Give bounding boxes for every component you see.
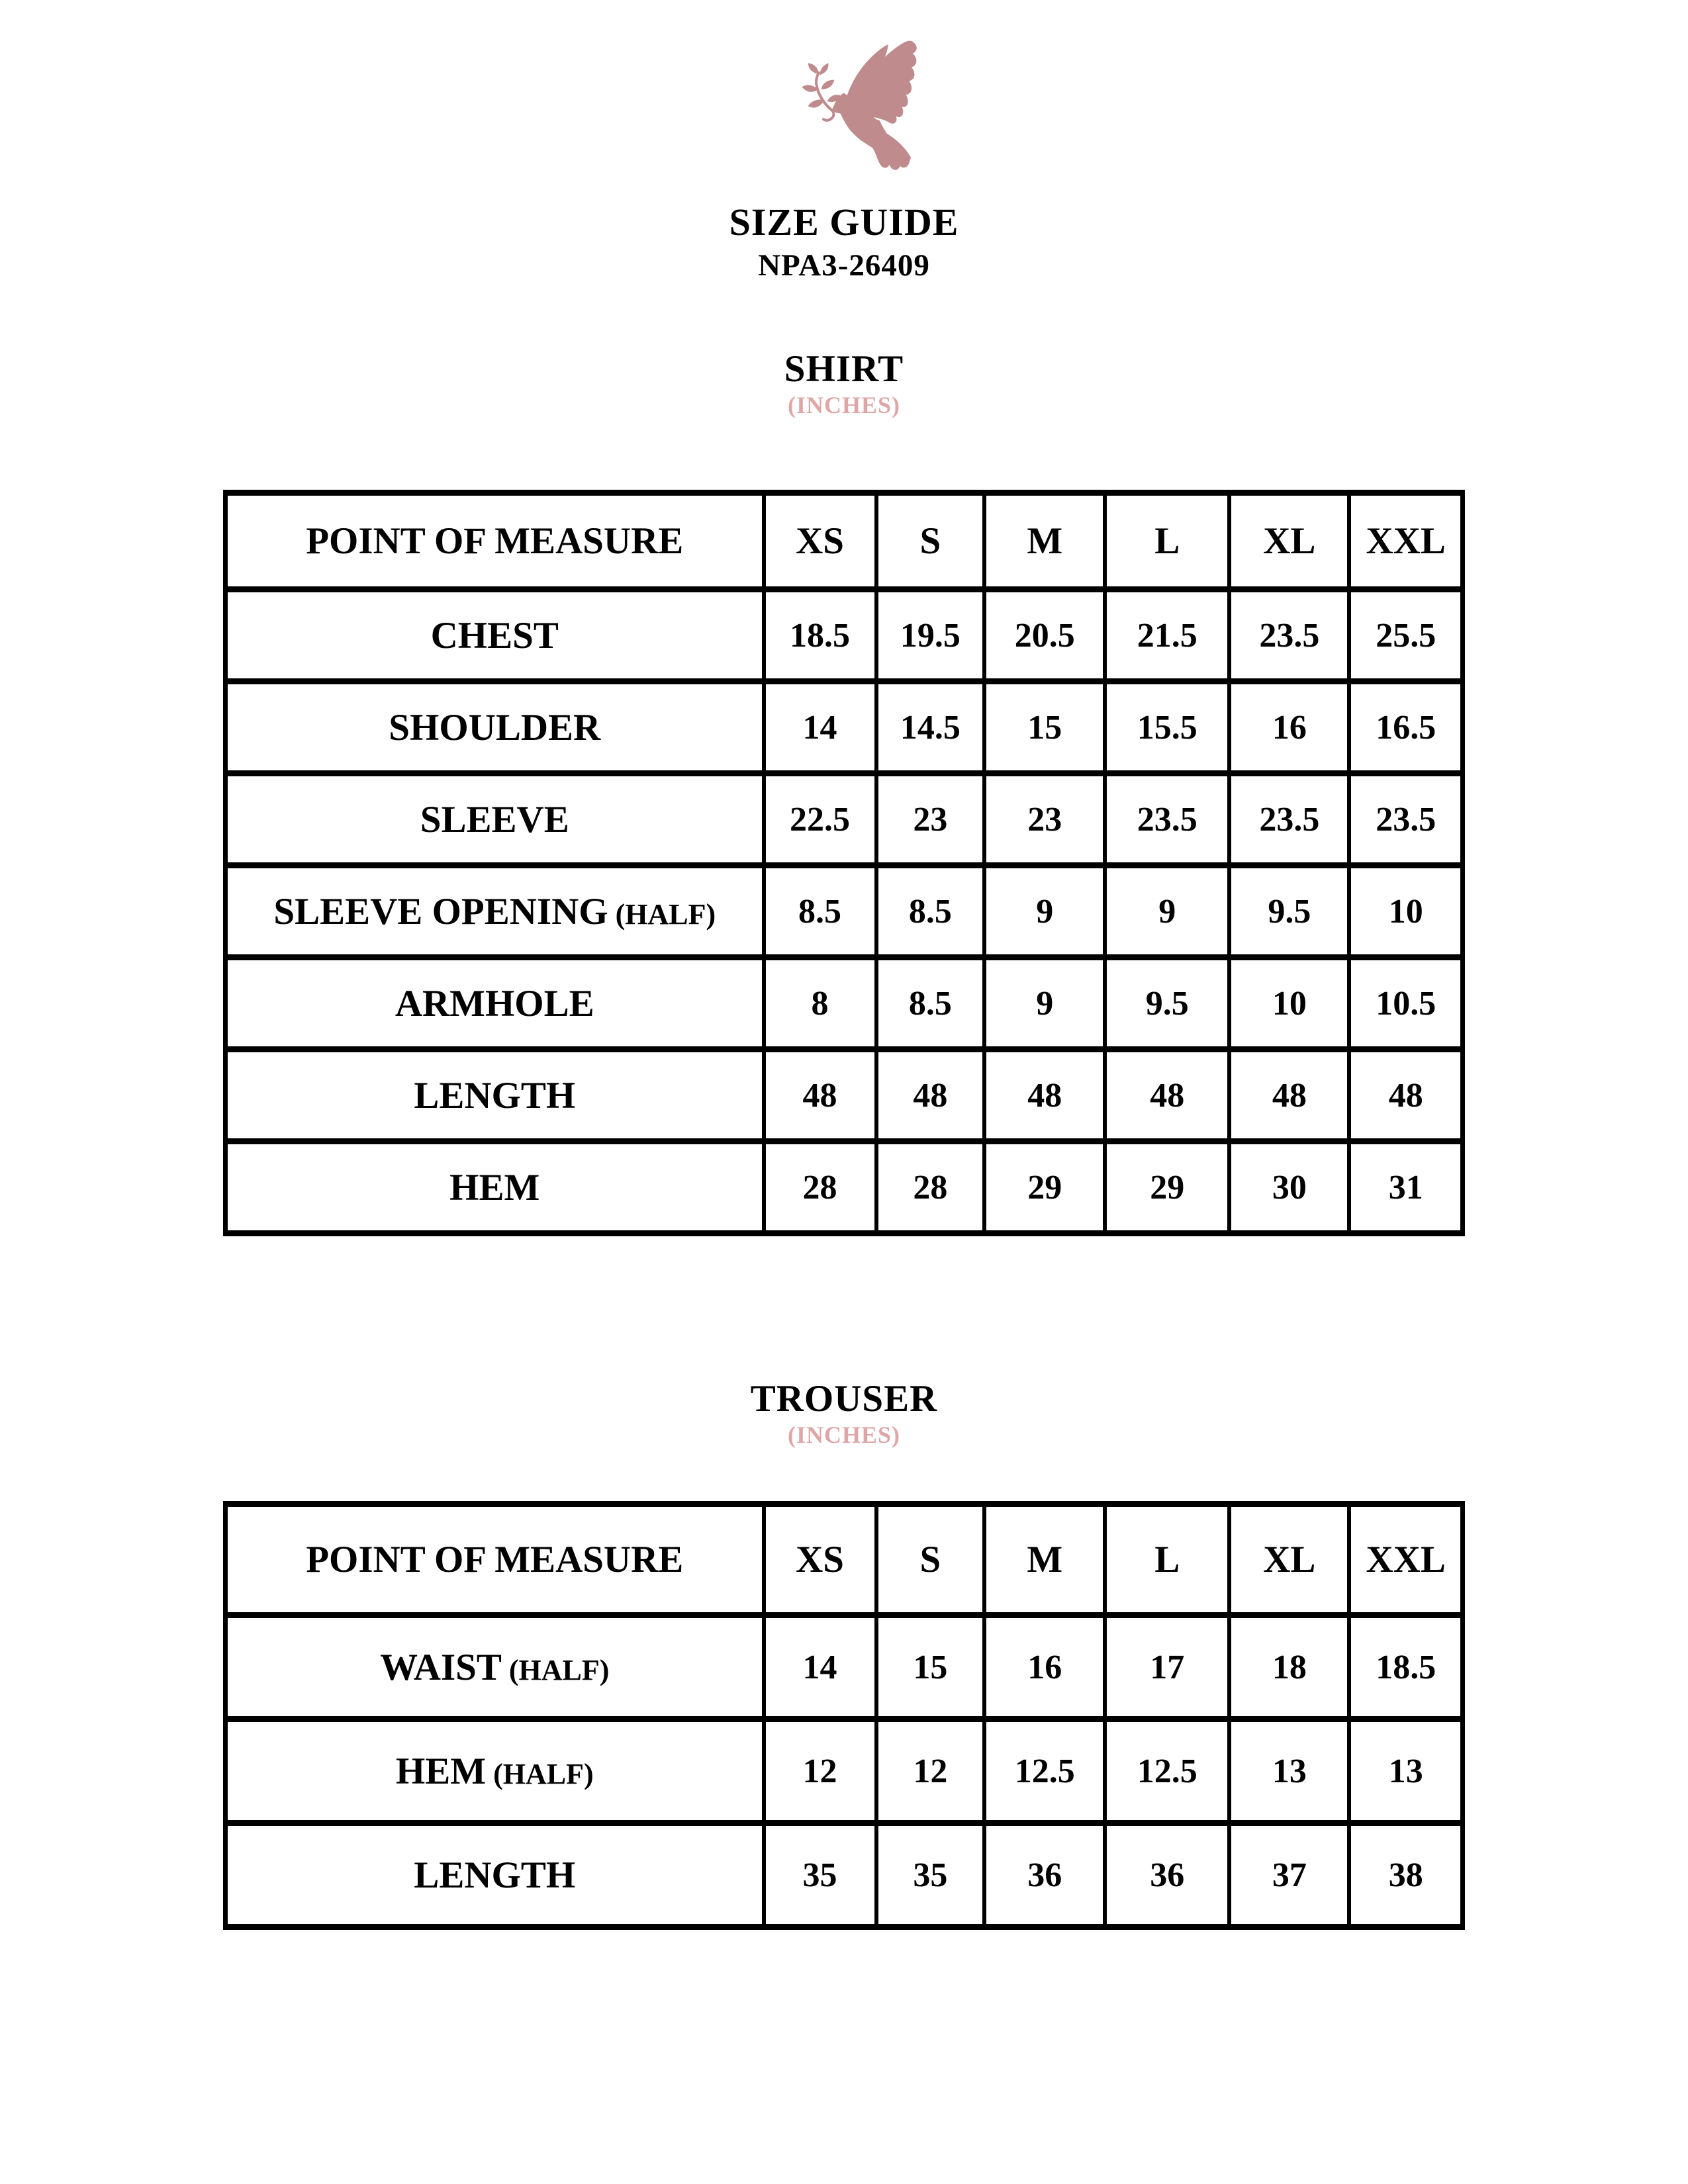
size-value: 15 [984, 682, 1105, 774]
style-code: NPA3-26409 [758, 248, 930, 283]
size-value: 38 [1349, 1823, 1462, 1927]
measure-row [226, 958, 1463, 1050]
size-column-header: L [1105, 493, 1229, 590]
size-value: 13 [1349, 1719, 1462, 1823]
size-value: 48 [1229, 1050, 1349, 1142]
point-of-measure-header: POINT OF MEASURE [226, 1504, 764, 1615]
header-row [226, 1504, 1463, 1615]
unit-label-shirt: (INCHES) [787, 392, 901, 419]
size-value: 15.5 [1105, 682, 1229, 774]
size-value: 12 [876, 1719, 985, 1823]
measure-label: WAIST (HALF) [226, 1615, 764, 1719]
size-column-header: XS [764, 493, 876, 590]
measure-row [226, 1050, 1463, 1142]
size-value: 9 [984, 866, 1105, 958]
size-value: 37 [1229, 1823, 1349, 1927]
size-value: 12.5 [984, 1719, 1105, 1823]
brand-logo [0, 0, 1688, 183]
size-column-header: XXL [1349, 1504, 1462, 1615]
size-value: 12.5 [1105, 1719, 1229, 1823]
size-value: 10 [1229, 958, 1349, 1050]
measure-label: ARMHOLE [226, 958, 764, 1050]
measure-label: HEM [226, 1142, 764, 1234]
size-value: 48 [764, 1050, 876, 1142]
size-value: 18.5 [1349, 1615, 1462, 1719]
size-column-header: S [876, 493, 985, 590]
olive-leaf [808, 63, 819, 73]
size-value: 28 [876, 1142, 985, 1234]
measure-row [226, 682, 1463, 774]
size-value: 23.5 [1105, 774, 1229, 866]
size-value: 14.5 [876, 682, 985, 774]
size-column-header: L [1105, 1504, 1229, 1615]
size-value: 21.5 [1105, 590, 1229, 682]
section-heading-trouser: TROUSER [750, 1378, 938, 1420]
size-value: 35 [876, 1823, 985, 1927]
size-value: 16.5 [1349, 682, 1462, 774]
trouser-section [0, 1379, 1688, 1930]
measure-row [226, 1615, 1463, 1719]
size-value: 16 [984, 1615, 1105, 1719]
measure-label: LENGTH [226, 1823, 764, 1927]
size-value: 48 [1349, 1050, 1462, 1142]
measure-row [226, 590, 1463, 682]
size-value: 15 [876, 1615, 985, 1719]
size-value: 25.5 [1349, 590, 1462, 682]
point-of-measure-header: POINT OF MEASURE [226, 493, 764, 590]
dove-icon-group [802, 41, 916, 170]
shirt-section [0, 349, 1688, 1236]
size-value: 36 [984, 1823, 1105, 1927]
size-column-header: M [984, 493, 1105, 590]
measure-label: LENGTH [226, 1050, 764, 1142]
size-value: 14 [764, 682, 876, 774]
header-row [226, 493, 1463, 590]
size-value: 23.5 [1349, 774, 1462, 866]
size-value: 9.5 [1229, 866, 1349, 958]
size-value: 23.5 [1229, 774, 1349, 866]
shirt-size-table [223, 490, 1465, 1236]
size-column-header: M [984, 1504, 1105, 1615]
size-value: 48 [984, 1050, 1105, 1142]
size-value: 48 [876, 1050, 985, 1142]
size-value: 19.5 [876, 590, 985, 682]
measure-row [226, 1719, 1463, 1823]
size-value: 48 [1105, 1050, 1229, 1142]
measure-note: (HALF) [608, 897, 716, 931]
measure-note: (HALF) [486, 1757, 594, 1790]
size-value: 17 [1105, 1615, 1229, 1719]
size-value: 9.5 [1105, 958, 1229, 1050]
size-value: 18 [1229, 1615, 1349, 1719]
measure-label: SLEEVE OPENING (HALF) [226, 866, 764, 958]
size-value: 8.5 [876, 866, 985, 958]
size-value: 8.5 [764, 866, 876, 958]
olive-leaf [821, 80, 834, 89]
measure-label: CHEST [226, 590, 764, 682]
size-value: 23 [984, 774, 1105, 866]
size-value: 18.5 [764, 590, 876, 682]
size-value: 22.5 [764, 774, 876, 866]
size-value: 9 [1105, 866, 1229, 958]
dove-olive-branch-icon [792, 36, 930, 181]
size-value: 30 [1229, 1142, 1349, 1234]
size-value: 8.5 [876, 958, 985, 1050]
size-value: 23.5 [1229, 590, 1349, 682]
size-column-header: S [876, 1504, 985, 1615]
size-value: 23 [876, 774, 985, 866]
size-column-header: XXL [1349, 493, 1462, 590]
measure-label: SLEEVE [226, 774, 764, 866]
size-value: 14 [764, 1615, 876, 1719]
size-value: 13 [1229, 1719, 1349, 1823]
measure-label: HEM (HALF) [226, 1719, 764, 1823]
size-value: 29 [1105, 1142, 1229, 1234]
section-heading-shirt: SHIRT [784, 348, 904, 390]
size-value: 16 [1229, 682, 1349, 774]
trouser-size-table [223, 1501, 1465, 1930]
page-title: SIZE GUIDE [729, 201, 959, 244]
size-column-header: XS [764, 1504, 876, 1615]
olive-branch-stem [816, 73, 833, 120]
measure-note: (HALF) [501, 1653, 610, 1686]
measure-label: SHOULDER [226, 682, 764, 774]
measure-row [226, 1823, 1463, 1927]
size-value: 20.5 [984, 590, 1105, 682]
size-value: 36 [1105, 1823, 1229, 1927]
size-value: 8 [764, 958, 876, 1050]
measure-row [226, 1142, 1463, 1234]
measure-row [226, 774, 1463, 866]
olive-leaf [808, 100, 825, 108]
size-value: 35 [764, 1823, 876, 1927]
size-column-header: XL [1229, 493, 1349, 590]
size-value: 10 [1349, 866, 1462, 958]
size-value: 28 [764, 1142, 876, 1234]
unit-label-trouser: (INCHES) [787, 1422, 901, 1449]
size-value: 10.5 [1349, 958, 1462, 1050]
measure-row [226, 866, 1463, 958]
olive-leaf [820, 63, 829, 75]
size-value: 31 [1349, 1142, 1462, 1234]
size-value: 29 [984, 1142, 1105, 1234]
size-value: 12 [764, 1719, 876, 1823]
size-column-header: XL [1229, 1504, 1349, 1615]
size-value: 9 [984, 958, 1105, 1050]
